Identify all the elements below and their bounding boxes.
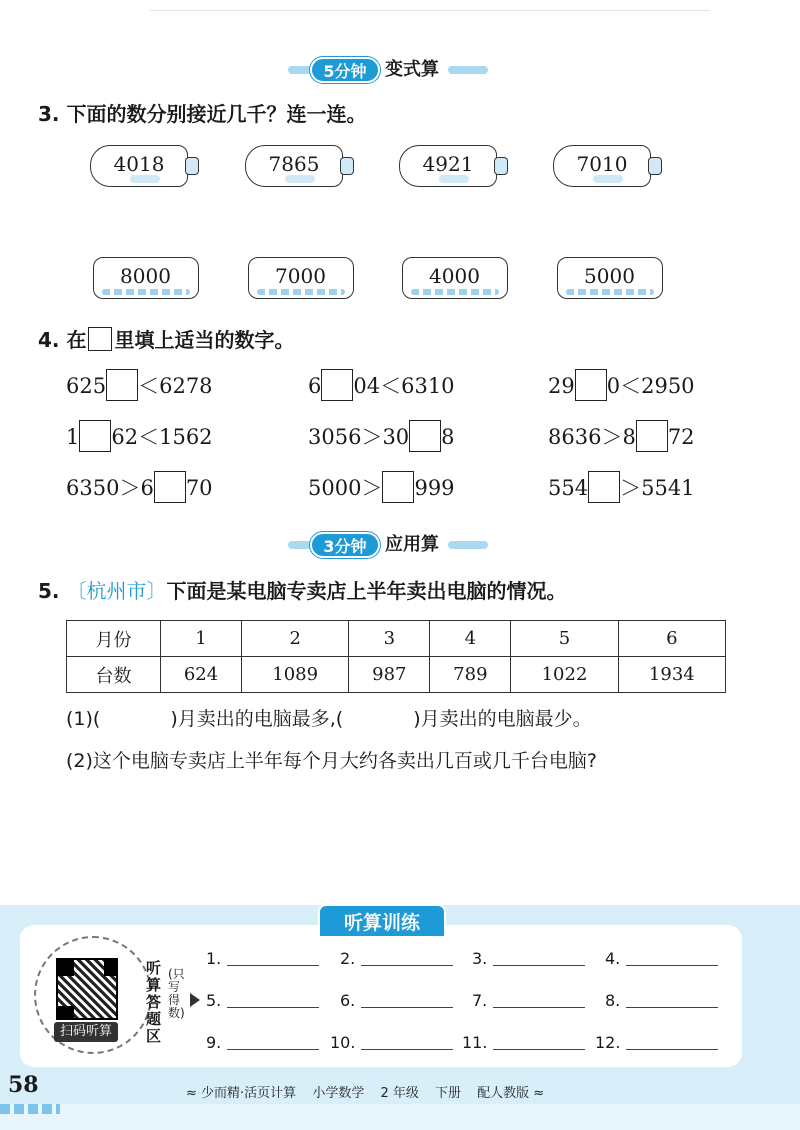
question-5-title	[38, 577, 566, 605]
section-banner-2	[0, 530, 800, 560]
play-arrow-icon	[190, 993, 200, 1007]
answer-slot-6[interactable]	[340, 990, 453, 1012]
bottle-1[interactable]	[90, 145, 202, 187]
inequality-r3-c2	[308, 471, 455, 505]
answer-box[interactable]	[321, 369, 353, 401]
card-value: 5000	[584, 264, 635, 288]
footer-book: ≈ 少而精·活页计算	[186, 1086, 297, 1101]
qr-code-icon[interactable]	[56, 958, 118, 1020]
table-cell: 987	[349, 657, 430, 693]
answer-line[interactable]	[227, 1036, 319, 1050]
inequality-r1-c1	[66, 369, 213, 403]
answer-box[interactable]	[154, 471, 186, 503]
table-cell: 1022	[511, 657, 618, 693]
answer-number: 10.	[330, 1033, 356, 1052]
answer-box[interactable]	[636, 420, 668, 452]
table-row-count	[67, 657, 726, 693]
answer-slot-8[interactable]	[605, 990, 718, 1012]
card-wave-decoration	[411, 289, 499, 295]
answer-line[interactable]	[227, 994, 319, 1008]
table-cell: 4	[430, 621, 511, 657]
answer-line[interactable]	[361, 1036, 453, 1050]
bottle-water	[130, 175, 160, 183]
answer-slot-4[interactable]	[605, 948, 718, 970]
answer-line[interactable]	[493, 952, 585, 966]
answer-number: 8.	[605, 991, 621, 1010]
inequality-r3-c3	[548, 471, 695, 505]
ineq-right: 62＜1562	[111, 425, 213, 449]
answer-number: 12.	[595, 1033, 621, 1052]
blank-box-icon	[88, 327, 112, 351]
card-value: 8000	[120, 264, 171, 288]
answer-area-label: 听算答题区	[146, 959, 162, 1045]
answer-slot-1[interactable]	[206, 948, 319, 970]
answer-line[interactable]	[361, 994, 453, 1008]
answer-card-4[interactable]	[557, 257, 663, 299]
answer-number: 7.	[472, 991, 488, 1010]
sub1-part-a: (1)(	[66, 708, 101, 730]
banner-time-pill: 5分钟	[310, 57, 380, 83]
ineq-right: 999	[414, 476, 455, 500]
answer-card-1[interactable]	[93, 257, 199, 299]
sub-question-1	[66, 704, 592, 734]
answer-box[interactable]	[588, 471, 620, 503]
table-cell: 5	[511, 621, 618, 657]
ineq-left: 8636＞8	[548, 425, 636, 449]
ineq-right: 72	[667, 425, 695, 449]
answer-line[interactable]	[361, 952, 453, 966]
ineq-right: ＞5541	[620, 476, 695, 500]
table-cell: 2	[242, 621, 349, 657]
page-number: 58	[8, 1072, 39, 1098]
sub1-part-c: )月卖出的电脑最少。	[413, 708, 592, 730]
table-cell: 1934	[618, 657, 725, 693]
answer-line[interactable]	[626, 994, 718, 1008]
card-wave-decoration	[566, 289, 654, 295]
answer-number: 3.	[472, 949, 488, 968]
answer-number: 6.	[340, 991, 356, 1010]
answer-line[interactable]	[493, 994, 585, 1008]
bottle-water	[593, 175, 623, 183]
answer-slot-7[interactable]	[472, 990, 585, 1012]
footer-wave-band	[0, 1104, 800, 1130]
bottle-2[interactable]	[245, 145, 357, 187]
answer-number: 2.	[340, 949, 356, 968]
table-header-count: 台数	[67, 657, 161, 693]
bottle-value: 7865	[268, 152, 320, 176]
table-header-month: 月份	[67, 621, 161, 657]
answer-area-note: (只写得数)	[168, 967, 185, 1020]
answer-box[interactable]	[382, 471, 414, 503]
answer-number: 11.	[462, 1033, 488, 1052]
ineq-left: 29	[548, 374, 575, 398]
sales-table	[66, 620, 726, 693]
question-text-after: 里填上适当的数字。	[114, 328, 295, 352]
card-value: 7000	[275, 264, 326, 288]
table-cell: 624	[161, 657, 242, 693]
inequality-r2-c1	[66, 420, 213, 454]
bottle-4[interactable]	[553, 145, 665, 187]
banner-time-pill: 3分钟	[310, 532, 380, 558]
answer-slot-11[interactable]	[462, 1032, 585, 1054]
banner-bar-right	[448, 66, 488, 74]
question-text: 下面的数分别接近几千？连一连。	[66, 102, 367, 126]
ineq-left: 6350＞6	[66, 476, 154, 500]
footer-wave-icon	[0, 1104, 60, 1114]
answer-card-3[interactable]	[402, 257, 508, 299]
region-tag: 〔杭州市〕	[66, 579, 167, 603]
answer-box[interactable]	[106, 369, 138, 401]
table-cell: 6	[618, 621, 725, 657]
inequality-r3-c1	[66, 471, 213, 505]
question-4-title	[38, 326, 294, 354]
ineq-right: ＜6278	[138, 374, 213, 398]
sub1-part-b: )月卖出的电脑最多,(	[170, 708, 344, 730]
banner-title: 应用算	[385, 534, 439, 555]
answer-line[interactable]	[493, 1036, 585, 1050]
question-text: 下面是某电脑专卖店上半年卖出电脑的情况。	[166, 579, 567, 603]
answer-box[interactable]	[409, 420, 441, 452]
footer-subject: 小学数学	[312, 1086, 365, 1101]
bottle-value: 7010	[576, 152, 628, 176]
answer-box[interactable]	[575, 369, 607, 401]
table-cell: 789	[430, 657, 511, 693]
listening-title-tab: 听算训练	[318, 904, 446, 938]
inequality-r2-c2	[308, 420, 455, 454]
question-3-title	[38, 100, 366, 128]
table-cell: 3	[349, 621, 430, 657]
inequality-r1-c3	[548, 369, 695, 403]
inequality-r1-c2	[308, 369, 455, 403]
ineq-left: 6	[308, 374, 322, 398]
answer-line[interactable]	[227, 952, 319, 966]
question-number: 3.	[38, 102, 60, 126]
answer-number: 9.	[206, 1033, 222, 1052]
answer-number: 5.	[206, 991, 222, 1010]
ineq-left: 625	[66, 374, 107, 398]
answer-line[interactable]	[626, 1036, 718, 1050]
answer-slot-9[interactable]	[206, 1032, 319, 1054]
answer-card-2[interactable]	[248, 257, 354, 299]
bottle-water	[285, 175, 315, 183]
footer-grade: 2 年级	[380, 1086, 419, 1101]
ineq-right: 70	[185, 476, 213, 500]
bottle-3[interactable]	[399, 145, 511, 187]
bottle-value: 4921	[422, 152, 474, 176]
inequality-r2-c3	[548, 420, 695, 454]
footer-edition: 配人教版 ≈	[477, 1086, 545, 1101]
ineq-left: 3056＞30	[308, 425, 410, 449]
footer-term: 下册	[435, 1086, 462, 1101]
answer-line[interactable]	[626, 952, 718, 966]
footer-text	[186, 1082, 556, 1101]
answer-box[interactable]	[79, 420, 111, 452]
answer-number: 1.	[206, 949, 222, 968]
table-cell: 1	[161, 621, 242, 657]
table-cell: 1089	[242, 657, 349, 693]
section-banner-1	[0, 55, 800, 85]
answer-number: 4.	[605, 949, 621, 968]
banner-title: 变式算	[385, 59, 439, 80]
ineq-left: 554	[548, 476, 589, 500]
card-value: 4000	[429, 264, 480, 288]
card-wave-decoration	[102, 289, 190, 295]
ineq-right: 8	[441, 425, 455, 449]
ineq-right: 04＜6310	[353, 374, 455, 398]
answer-slot-12[interactable]	[595, 1032, 718, 1054]
top-rule	[150, 10, 710, 11]
question-number: 4.	[38, 328, 60, 352]
answer-slot-10[interactable]	[330, 1032, 453, 1054]
bottle-value: 4018	[113, 152, 165, 176]
answer-slot-3[interactable]	[472, 948, 585, 970]
ineq-right: 0＜2950	[606, 374, 695, 398]
answer-slot-2[interactable]	[340, 948, 453, 970]
banner-bar-right	[448, 541, 488, 549]
question-number: 5.	[38, 579, 60, 603]
ineq-left: 5000＞	[308, 476, 383, 500]
card-wave-decoration	[257, 289, 345, 295]
table-row-month	[67, 621, 726, 657]
sub-question-2: (2)这个电脑专卖店上半年每个月大约各卖出几百或几千台电脑?	[66, 750, 597, 772]
question-text-before: 在	[66, 328, 87, 352]
answer-slot-5[interactable]	[206, 990, 319, 1012]
qr-label: 扫码听算	[54, 1022, 118, 1042]
ineq-left: 1	[66, 425, 80, 449]
bottle-water	[439, 175, 469, 183]
